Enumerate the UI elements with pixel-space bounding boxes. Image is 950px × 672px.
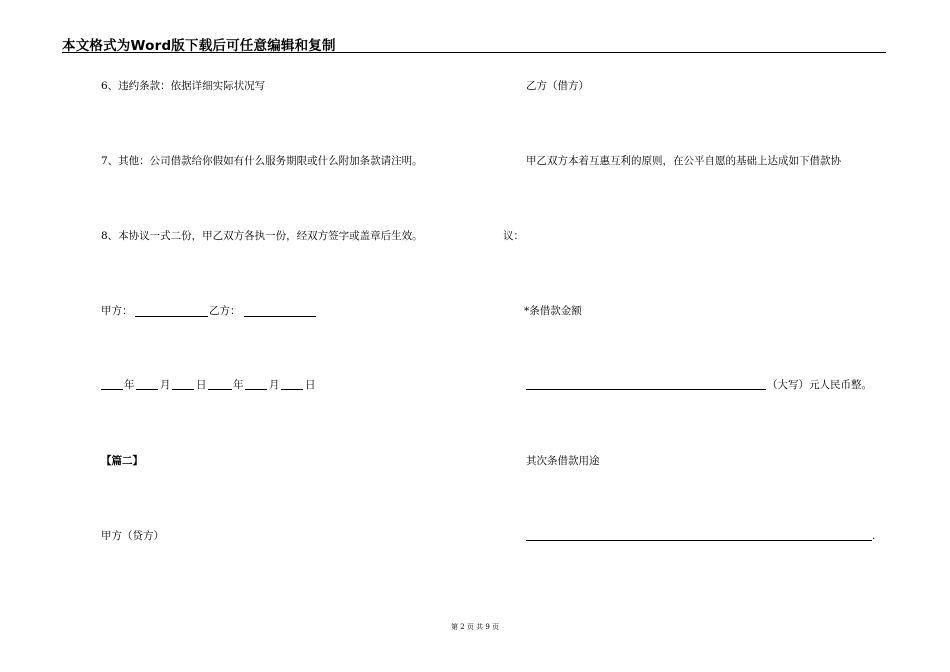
date-day-blank-b (281, 389, 303, 390)
date-year-blank-b (208, 389, 232, 390)
date-day-blank-a (172, 389, 194, 390)
agreement-intro-line-1: 甲乙双方本着互惠互利的原则，在公平自愿的基础上达成如下借款协 (526, 155, 841, 167)
date-day-label-a: 日 (196, 379, 207, 391)
date-month-blank-a (136, 389, 158, 390)
signature-party-b-blank (244, 316, 316, 317)
header-divider (62, 52, 886, 53)
section-heading-part-two: 【篇二】 (101, 455, 143, 467)
borrower-label: 乙方（借方） (526, 80, 589, 92)
clause-8-copies: 8、本协议一式二份，甲乙双方各执一份，经双方签字或盖章后生效。 (101, 230, 423, 242)
loan-purpose-blank (526, 540, 872, 541)
loan-amount-suffix: （大写）元人民币整。 (767, 379, 872, 391)
date-month-label-b: 月 (269, 379, 280, 391)
document-header-title: 本文格式为Word版下载后可任意编辑和复制 (62, 38, 336, 54)
lender-label: 甲方（贷方） (101, 530, 164, 542)
article-2-title-loan-purpose: 其次条借款用途 (526, 455, 600, 467)
article-1-title-loan-amount: *条借款金额 (524, 305, 582, 317)
date-month-label-a: 月 (160, 379, 171, 391)
clause-6-default-terms: 6、违约条款：依据详细实际状况写 (101, 80, 266, 92)
loan-purpose-end-mark: . (872, 530, 876, 542)
agreement-intro-line-2: 议： (503, 230, 524, 242)
loan-amount-blank (526, 389, 766, 390)
page-number-footer: 第 2 页 共 9 页 (450, 623, 500, 631)
clause-7-other-terms: 7、其他：公司借款给你假如有什么服务期限或什么附加条款请注明。 (101, 155, 423, 167)
signature-party-a-blank (135, 316, 208, 317)
signature-party-b-label: 乙方： (209, 305, 241, 317)
date-month-blank-b (245, 389, 267, 390)
date-year-blank-a (101, 389, 123, 390)
date-day-label-b: 日 (305, 379, 316, 391)
date-year-label-a: 年 (124, 379, 135, 391)
date-year-label-b: 年 (233, 379, 244, 391)
signature-party-a-label: 甲方： (101, 305, 133, 317)
